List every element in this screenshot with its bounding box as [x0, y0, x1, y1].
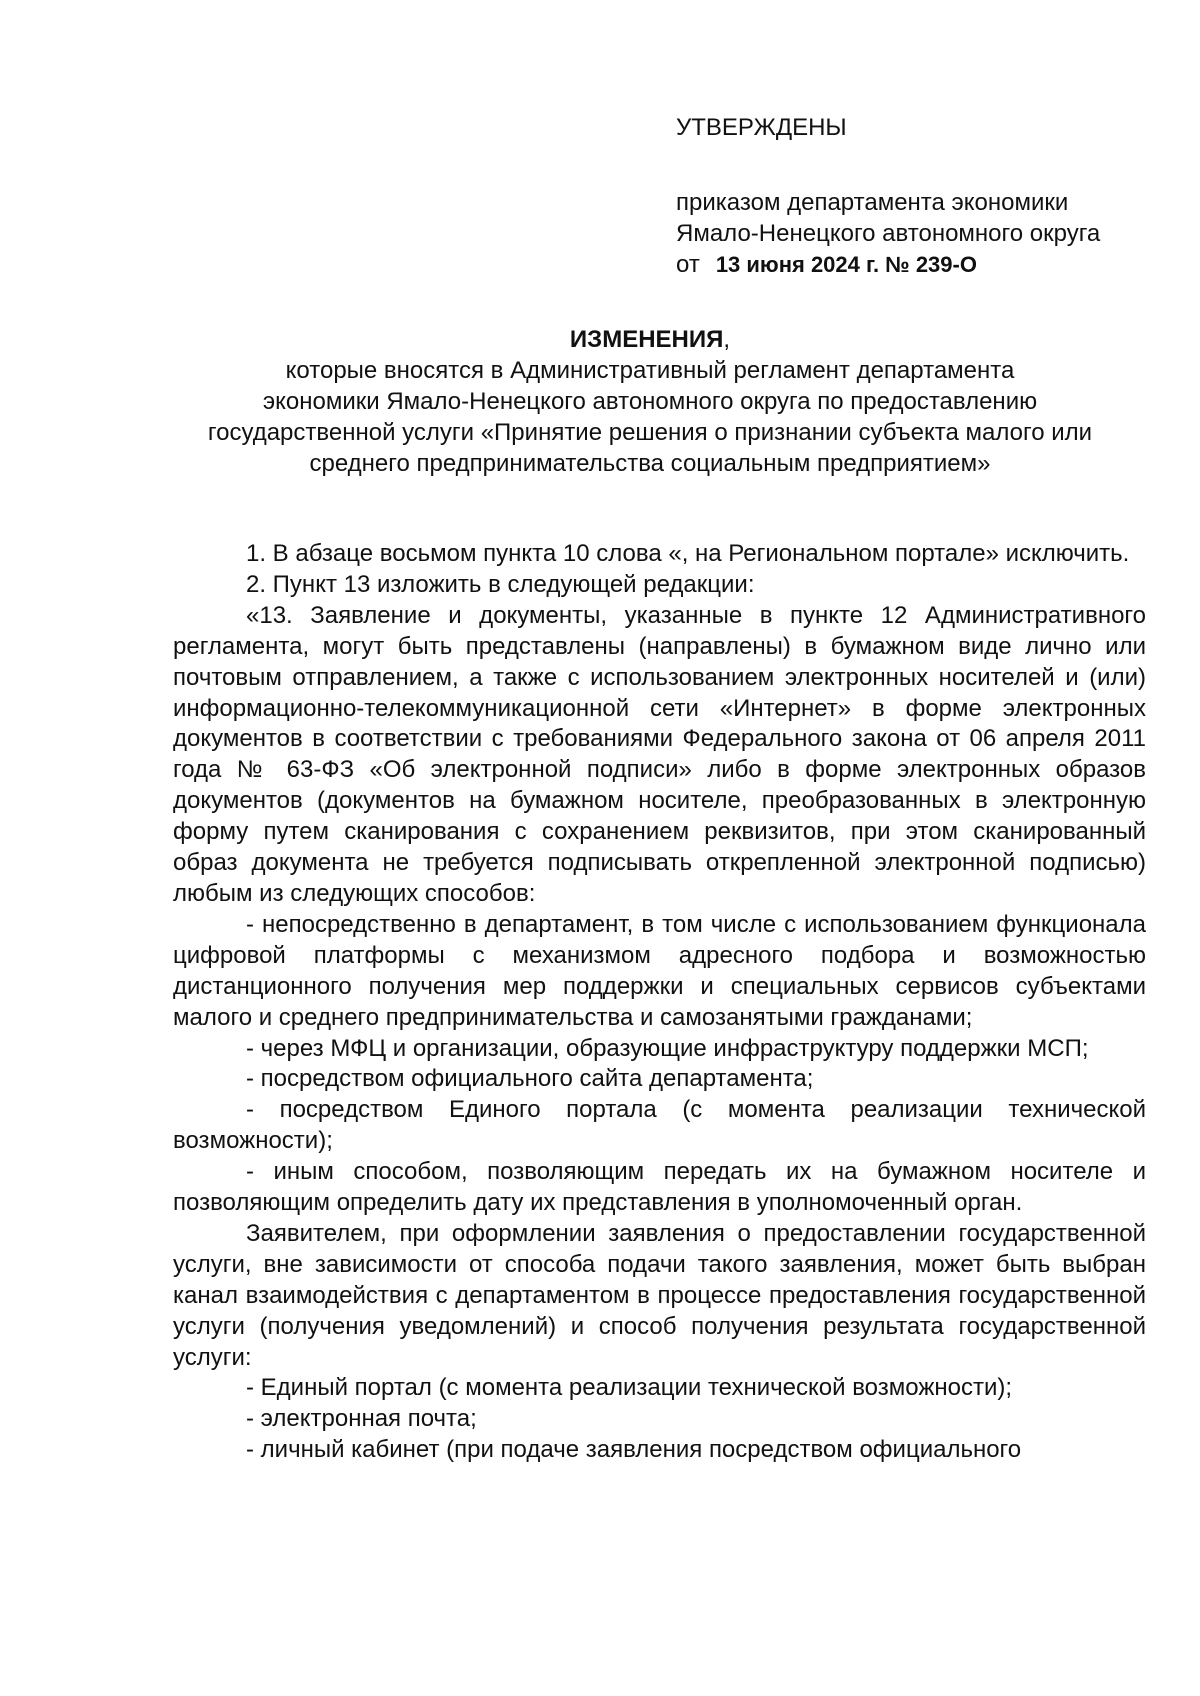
paragraph-10: - Единый портал (с момента реализации технической возможности); — [246, 1374, 1013, 1402]
heading-line-1: которые вносятся в Административный регламент департамента — [285, 357, 1015, 384]
paragraph-11: - электронная почта; — [246, 1405, 477, 1433]
paragraph-1: 1. В абзаце восьмом пункта 10 слова «, на Региональном портале» исключить. — [246, 540, 1130, 567]
paragraph-7: - посредством Единого портала (с момента реализации технической возможности); — [173, 1096, 1146, 1155]
approval-line-1: приказом департамента экономики — [676, 189, 1069, 216]
approval-date — [676, 249, 1156, 280]
document-heading — [150, 324, 1150, 479]
heading-line-4: среднего предпринимательства социальным предприятием» — [309, 450, 991, 477]
approval-title: УТВЕРЖДЕНЫ — [676, 114, 847, 141]
document-body — [173, 539, 1146, 1466]
heading-title: ИЗМЕНЕНИЯ — [569, 326, 724, 353]
heading-title-line — [150, 324, 1150, 355]
paragraph-6: - посредством официального сайта департамента; — [246, 1065, 814, 1093]
paragraph-12: - личный кабинет (при подаче заявления посредством официального — [246, 1436, 1022, 1464]
paragraph-5: - через МФЦ и организации, образующие инфраструктуру поддержки МСП; — [246, 1034, 1089, 1062]
heading-line-3: государственной услуги «Принятие решения о признании субъекта малого или — [207, 419, 1093, 446]
paragraph-9: Заявителем, при оформлении заявления о предоставлении государственной услуги, вне зависимости от способа подачи такого заявления, может быть выбран канал взаимодействия с департаментом в процессе предоставления государственной услуги (получения уведомлений) и способ получения результата государственной услуги: — [173, 1219, 1146, 1371]
paragraph-3: «13. Заявление и документы, указанные в пункте 12 Административного регламента, могут быть представлены (направлены) в бумажном виде лично или почтовым отправлением, а также с использованием электронных носителей и (или) информационно-телекоммуникационной сети «Интернет» в форме электронных документов в соответствии с требованиями Федерального закона от 06 апреля 2011 года № 63-ФЗ «Об электронной подписи» либо в форме электронных образов документов (документов на бумажном носителе, преобразованных в электронную форму путем сканирования с сохранением реквизитов, при этом сканированный образ документа не требуется подписывать открепленной электронной подписью) любым из следующих способов: — [173, 601, 1146, 907]
paragraph-4: - непосредственно в департамент, в том числе с использованием функционала цифровой платформы с механизмом адресного подбора и возможностью дистанционного получения мер поддержки и специальных сервисов субъектами малого и среднего предпринимательства и самозанятыми гражданами; — [173, 910, 1146, 1031]
heading-line-2: экономики Ямало-Ненецкого автономного округа по предоставлению — [262, 388, 1038, 415]
approval-date-label: от — [676, 251, 700, 278]
paragraph-8: - иным способом, позволяющим передать их на бумажном носителе и позволяющим определить дату их представления в уполномоченный орган. — [173, 1158, 1146, 1217]
approval-stamp — [676, 112, 1156, 280]
heading-title-suffix: , — [723, 326, 731, 353]
paragraph-2: 2. Пункт 13 изложить в следующей редакции: — [246, 570, 755, 598]
approval-date-value: 13 июня 2024 г. № 239-О — [715, 252, 977, 277]
approval-line-2: Ямало-Ненецкого автономного округа — [676, 220, 1101, 247]
